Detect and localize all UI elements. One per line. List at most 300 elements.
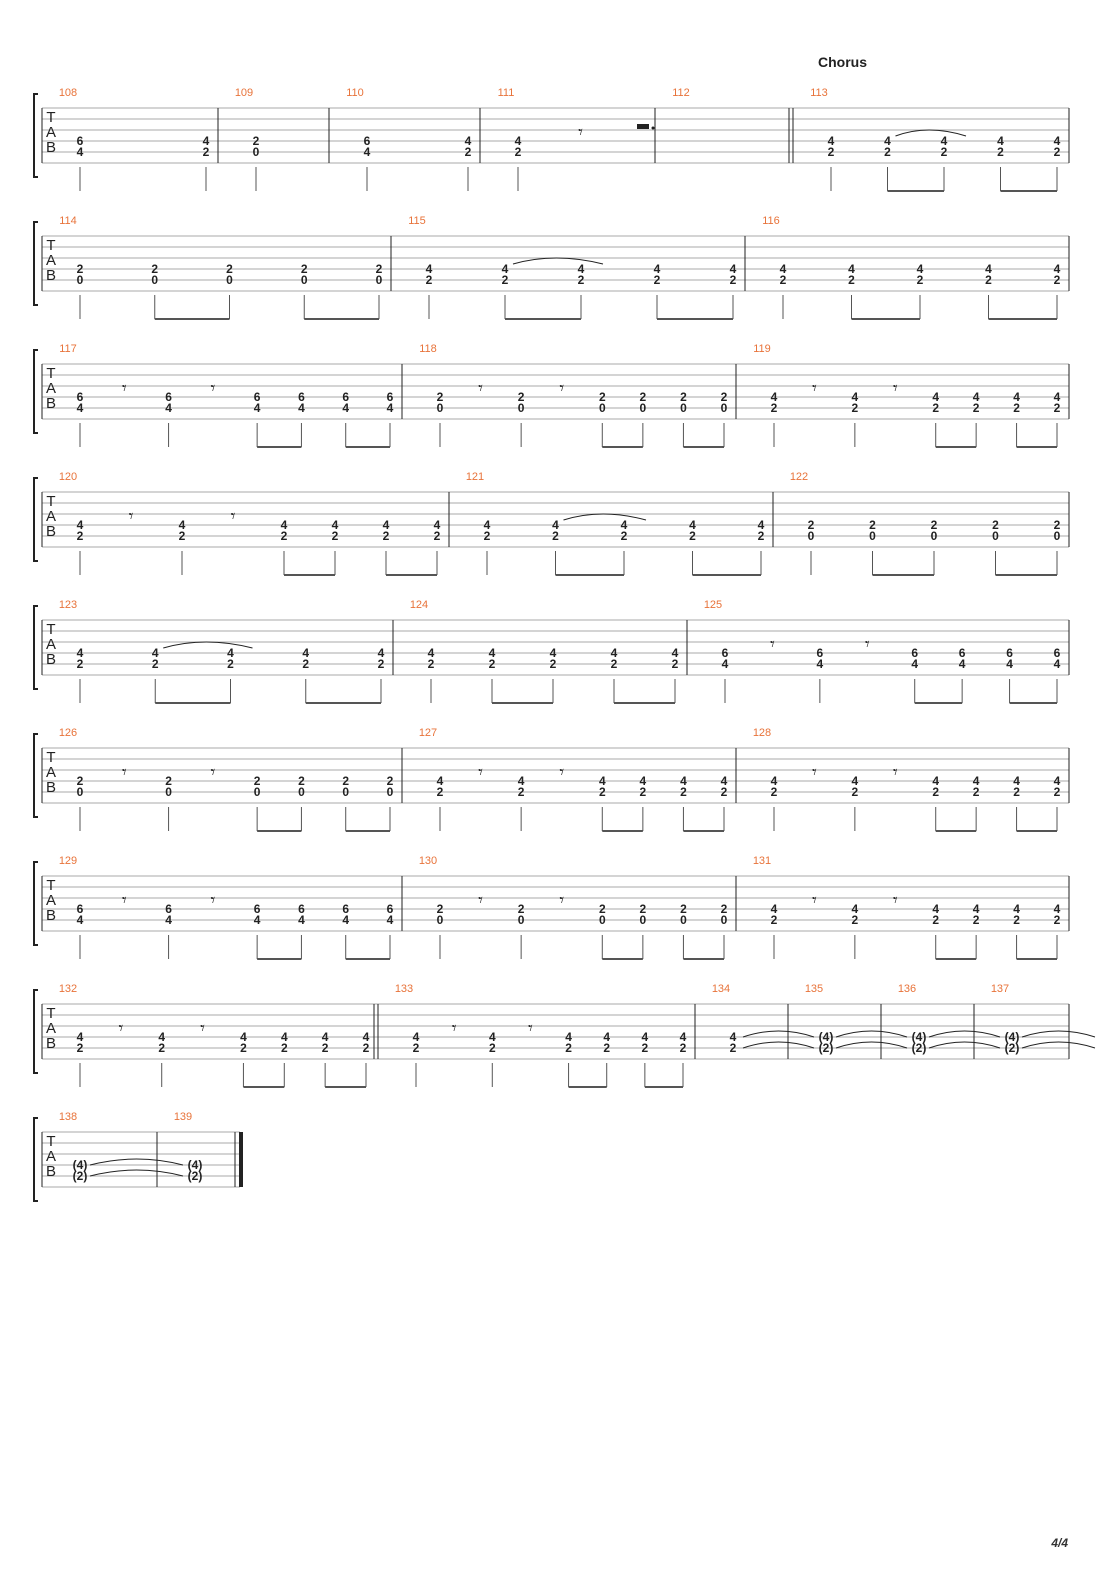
fret-number: 2 — [680, 390, 687, 404]
fret-number: 4 — [298, 913, 305, 927]
fret-number: 2 — [501, 273, 509, 287]
fret-number: 4 — [577, 262, 585, 276]
measure-122 — [790, 471, 1069, 575]
fret-number: 2 — [639, 785, 647, 799]
fret-number: 2 — [464, 145, 472, 159]
fret-number: 2 — [598, 390, 606, 404]
fret-number: 2 — [1053, 785, 1061, 799]
fret-number: 4 — [363, 145, 371, 159]
fret-number: 2 — [720, 902, 728, 916]
measure-number: 114 — [59, 215, 77, 227]
fret-number: 2 — [382, 529, 390, 543]
system-bracket — [34, 350, 38, 433]
fret-number: 2 — [972, 785, 980, 799]
fret-number: 2 — [992, 518, 999, 532]
measure-109 — [235, 87, 329, 191]
fret-number: 2 — [488, 1041, 496, 1055]
fret-number: 4 — [386, 913, 394, 927]
fret-number: 2 — [178, 529, 186, 543]
fret-number: 2 — [76, 657, 84, 671]
eighth-rest: 𝄾 — [121, 762, 127, 782]
staff-system — [34, 727, 1069, 831]
fret-number: 4 — [653, 262, 661, 276]
fret-number: 4 — [610, 646, 618, 660]
fret-number: 2 — [779, 273, 787, 287]
staff-system — [34, 343, 1069, 447]
tab-clef-t: T — [46, 237, 56, 254]
fret-number: 2 — [298, 774, 305, 788]
fret-number: 2 — [565, 1041, 572, 1055]
fret-number: (2) — [187, 1169, 203, 1183]
tie — [896, 130, 967, 136]
fret-number: 0 — [720, 401, 728, 415]
measure-number: 139 — [173, 1111, 193, 1123]
fret-number: 4 — [770, 390, 778, 404]
fret-number: 4 — [827, 134, 835, 148]
fret-number: 0 — [992, 529, 999, 543]
measure-133 — [374, 983, 695, 1087]
measure-132 — [59, 983, 378, 1087]
fret-number: 6 — [165, 902, 172, 916]
tab-clef-b: B — [45, 139, 57, 156]
fret-number: 2 — [253, 774, 261, 788]
measure-number: 126 — [58, 727, 78, 739]
fret-number: 2 — [770, 401, 778, 415]
tab-clef-b: B — [45, 907, 57, 924]
fret-number: 2 — [1013, 401, 1020, 415]
fret-number: 4 — [1013, 390, 1020, 404]
fret-number: 0 — [342, 785, 350, 799]
tab-clef-t: T — [46, 621, 56, 638]
fret-number: 4 — [1013, 902, 1020, 916]
fret-number: 2 — [412, 1041, 420, 1055]
fret-number: 2 — [972, 913, 980, 927]
fret-number: (4) — [1004, 1030, 1020, 1044]
tab-clef-b: B — [45, 779, 57, 796]
eighth-rest: 𝄾 — [528, 1018, 533, 1038]
fret-number: 4 — [671, 646, 679, 660]
fret-number: 4 — [851, 390, 859, 404]
fret-number: 4 — [552, 518, 559, 532]
measure-111 — [498, 87, 655, 191]
fret-number: 0 — [436, 401, 444, 415]
fret-number: 2 — [1013, 913, 1020, 927]
tie — [743, 1031, 814, 1037]
fret-number: 0 — [720, 913, 728, 927]
tab-clef-a: A — [45, 764, 57, 781]
fret-number: 0 — [165, 785, 172, 799]
fret-number: 2 — [76, 262, 84, 276]
fret-number: 2 — [932, 401, 940, 415]
tab-clef-t: T — [46, 877, 56, 894]
fret-number: 2 — [577, 273, 585, 287]
fret-number: 2 — [851, 785, 859, 799]
fret-number: 2 — [436, 390, 444, 404]
fret-number: 2 — [603, 1041, 611, 1055]
measure-number: 119 — [753, 343, 771, 355]
fret-number: 0 — [226, 273, 233, 287]
half-rest — [637, 124, 649, 129]
fret-number: 2 — [321, 1041, 329, 1055]
fret-number: 4 — [972, 390, 980, 404]
fret-number: (2) — [1004, 1041, 1020, 1055]
fret-number: 4 — [932, 390, 940, 404]
fret-number: 2 — [1013, 785, 1020, 799]
measure-129 — [59, 855, 402, 959]
fret-number: 0 — [680, 401, 687, 415]
measure-number: 117 — [59, 343, 77, 355]
fret-number: 4 — [1053, 774, 1061, 788]
fret-number: 2 — [932, 913, 940, 927]
fret-number: 6 — [342, 902, 350, 916]
fret-number: 0 — [386, 785, 394, 799]
fret-number: 4 — [1013, 774, 1020, 788]
fret-number: (2) — [911, 1041, 927, 1055]
fret-number: 4 — [331, 518, 339, 532]
measure-118 — [419, 343, 736, 447]
fret-number: 4 — [851, 774, 859, 788]
fret-number: 0 — [151, 273, 159, 287]
fret-number: 4 — [302, 646, 310, 660]
eighth-rest: 𝄾 — [230, 506, 236, 526]
fret-number: 4 — [729, 1030, 737, 1044]
measure-number: 124 — [409, 599, 429, 611]
eighth-rest: 𝄾 — [892, 890, 898, 910]
fret-number: 2 — [362, 1041, 370, 1055]
fret-number: 4 — [483, 518, 491, 532]
fret-number: 4 — [911, 657, 919, 671]
fret-number: 2 — [280, 1041, 288, 1055]
eighth-rest: 𝄾 — [892, 378, 898, 398]
fret-number: 4 — [76, 913, 84, 927]
tab-clef-b: B — [45, 395, 57, 412]
measure-108 — [59, 87, 218, 191]
fret-number: 4 — [1053, 262, 1061, 276]
fret-number: 4 — [76, 145, 84, 159]
fret-number: 2 — [680, 902, 687, 916]
tab-clef-a: A — [45, 1148, 57, 1165]
fret-number: 4 — [514, 134, 522, 148]
fret-number: 2 — [76, 529, 84, 543]
measure-113 — [789, 87, 1069, 191]
fret-number: 4 — [1053, 134, 1061, 148]
measure-131 — [753, 855, 1069, 959]
fret-number: (2) — [818, 1041, 834, 1055]
fret-number: 4 — [280, 518, 288, 532]
fret-number: 4 — [165, 913, 172, 927]
fret-number: 4 — [342, 401, 350, 415]
measure-number: 127 — [418, 727, 438, 739]
fret-number: 2 — [427, 657, 435, 671]
tab-clef-a: A — [45, 636, 57, 653]
fret-number: 2 — [620, 529, 628, 543]
fret-number: 2 — [851, 913, 859, 927]
fret-number: 4 — [178, 518, 186, 532]
fret-number: 4 — [280, 1030, 288, 1044]
eighth-rest: 𝄾 — [812, 890, 817, 910]
eighth-rest: 𝄾 — [578, 122, 583, 142]
fret-number: 6 — [342, 390, 350, 404]
fret-number: 2 — [729, 1041, 737, 1055]
fret-number: 4 — [848, 262, 855, 276]
measure-number: 134 — [711, 983, 731, 995]
measure-number: 131 — [752, 855, 772, 867]
fret-number: 4 — [76, 518, 84, 532]
fret-number: 4 — [770, 774, 778, 788]
fret-number: 2 — [972, 401, 980, 415]
fret-number: 4 — [680, 774, 687, 788]
eighth-rest: 𝄾 — [770, 634, 775, 654]
fret-number: 4 — [603, 1030, 611, 1044]
fret-number: 2 — [227, 657, 234, 671]
fret-number: 4 — [76, 1030, 84, 1044]
fret-number: 0 — [375, 273, 383, 287]
measure-number: 130 — [418, 855, 438, 867]
fret-number: 2 — [377, 657, 385, 671]
eighth-rest: 𝄾 — [559, 890, 565, 910]
fret-number: (4) — [911, 1030, 927, 1044]
fret-number: 2 — [610, 657, 618, 671]
fret-number: 2 — [869, 518, 876, 532]
fret-number: 6 — [165, 390, 172, 404]
fret-number: 6 — [76, 134, 84, 148]
fret-number: 0 — [639, 401, 647, 415]
staff-system — [34, 983, 1095, 1087]
tie — [1022, 1031, 1095, 1037]
fret-number: 2 — [940, 145, 948, 159]
fret-number: 4 — [851, 902, 859, 916]
measure-number: 132 — [58, 983, 78, 995]
fret-number: 4 — [549, 646, 557, 660]
system-bracket — [34, 1118, 38, 1201]
staff-system — [34, 1111, 243, 1201]
fret-number: 4 — [436, 774, 444, 788]
fret-number: 2 — [598, 902, 606, 916]
fret-number: 2 — [770, 913, 778, 927]
tie — [743, 1042, 814, 1048]
fret-number: 2 — [680, 785, 687, 799]
fret-number: 0 — [930, 529, 938, 543]
fret-number: 2 — [425, 273, 433, 287]
eighth-rest: 𝄾 — [892, 762, 898, 782]
fret-number: (4) — [72, 1158, 88, 1172]
eighth-rest: 𝄾 — [478, 378, 483, 398]
eighth-rest: 𝄾 — [478, 762, 483, 782]
tie — [929, 1031, 1000, 1037]
fret-number: 2 — [653, 273, 661, 287]
eighth-rest: 𝄾 — [812, 762, 817, 782]
fret-number: 4 — [425, 262, 433, 276]
fret-number: (2) — [72, 1169, 88, 1183]
measure-117 — [59, 343, 402, 447]
fret-number: 2 — [720, 390, 728, 404]
eighth-rest: 𝄾 — [210, 378, 216, 398]
measure-number: 137 — [990, 983, 1010, 995]
fret-number: 2 — [848, 273, 855, 287]
staff-system — [34, 471, 1069, 575]
fret-number: 0 — [252, 145, 260, 159]
measure-number: 123 — [58, 599, 78, 611]
fret-number: 2 — [1053, 273, 1061, 287]
fret-number: 4 — [517, 774, 525, 788]
fret-number: 4 — [501, 262, 509, 276]
fret-number: 2 — [331, 529, 339, 543]
fret-number: 2 — [997, 145, 1004, 159]
measure-number: 111 — [497, 87, 515, 99]
fret-number: 4 — [377, 646, 385, 660]
fret-number: 4 — [158, 1030, 166, 1044]
fret-number: 2 — [689, 529, 696, 543]
staff-system — [34, 855, 1069, 959]
fret-number: 0 — [298, 785, 305, 799]
measure-number: 120 — [58, 471, 78, 483]
fret-number: 2 — [770, 785, 778, 799]
fret-number: 4 — [386, 401, 394, 415]
tie — [836, 1042, 907, 1048]
fret-number: 4 — [720, 774, 728, 788]
fret-number: 6 — [1053, 646, 1061, 660]
fret-number: 4 — [1006, 657, 1013, 671]
tie — [513, 258, 603, 264]
fret-number: 2 — [1053, 401, 1061, 415]
fret-number: 0 — [1053, 529, 1061, 543]
eighth-rest: 𝄾 — [200, 1018, 205, 1038]
fret-number: 2 — [76, 774, 84, 788]
eighth-rest: 𝄾 — [210, 762, 216, 782]
measure-128 — [753, 727, 1069, 831]
fret-number: 4 — [202, 134, 210, 148]
fret-number: 0 — [76, 273, 84, 287]
tab-clef-t: T — [46, 109, 56, 126]
fret-number: 2 — [226, 262, 233, 276]
fret-number: 4 — [382, 518, 390, 532]
fret-number: 4 — [76, 401, 84, 415]
fret-number: 0 — [76, 785, 84, 799]
fret-number: 6 — [298, 902, 305, 916]
system-bracket — [34, 734, 38, 817]
fret-number: 2 — [436, 785, 444, 799]
tie — [1022, 1042, 1095, 1048]
eighth-rest: 𝄾 — [118, 1018, 124, 1038]
fret-number: 4 — [932, 902, 940, 916]
fret-number: 2 — [1053, 913, 1061, 927]
fret-number: 2 — [514, 145, 522, 159]
measure-127 — [419, 727, 736, 831]
fret-number: 4 — [679, 1030, 687, 1044]
fret-number: 2 — [386, 774, 394, 788]
fret-number: 4 — [151, 646, 159, 660]
fret-number: 4 — [884, 134, 891, 148]
fret-number: 6 — [816, 646, 824, 660]
fret-number: 2 — [884, 145, 891, 159]
fret-number: 2 — [671, 657, 679, 671]
fret-number: 6 — [386, 902, 394, 916]
dot — [652, 127, 655, 130]
measure-number: 135 — [804, 983, 824, 995]
fret-number: 4 — [565, 1030, 572, 1044]
fret-number: 2 — [436, 902, 444, 916]
fret-number: 0 — [639, 913, 647, 927]
section-title: Chorus — [818, 54, 867, 70]
fret-number: 4 — [488, 1030, 496, 1044]
fret-number: 2 — [151, 262, 159, 276]
fret-number: 6 — [911, 646, 919, 660]
fret-number: 2 — [342, 774, 350, 788]
measure-number: 115 — [408, 215, 426, 227]
fret-number: 4 — [240, 1030, 247, 1044]
tab-clef-b: B — [45, 267, 57, 284]
fret-number: 4 — [757, 518, 765, 532]
eighth-rest: 𝄾 — [128, 506, 134, 526]
fret-number: 4 — [1053, 390, 1061, 404]
staff-system — [34, 599, 1069, 703]
system-bracket — [34, 222, 38, 305]
fret-number: 4 — [488, 646, 496, 660]
fret-number: 4 — [464, 134, 472, 148]
fret-number: 0 — [436, 913, 444, 927]
fret-number: 2 — [827, 145, 835, 159]
fret-number: 4 — [165, 401, 172, 415]
fret-number: 4 — [362, 1030, 370, 1044]
fret-number: 2 — [433, 529, 441, 543]
fret-number: 6 — [253, 902, 261, 916]
fret-number: 2 — [807, 518, 815, 532]
tab-clef-t: T — [46, 749, 56, 766]
fret-number: 2 — [729, 273, 737, 287]
measure-120 — [59, 471, 449, 575]
fret-number: (4) — [818, 1030, 834, 1044]
fret-number: 6 — [958, 646, 966, 660]
fret-number: 2 — [300, 262, 308, 276]
measure-123 — [59, 599, 393, 703]
fret-number: 4 — [598, 774, 606, 788]
tie — [90, 1170, 183, 1176]
fret-number: 2 — [252, 134, 260, 148]
fret-number: 2 — [985, 273, 992, 287]
measure-number: 112 — [672, 87, 690, 99]
fret-number: 2 — [916, 273, 924, 287]
fret-number: 4 — [770, 902, 778, 916]
measure-number: 128 — [752, 727, 772, 739]
measure-number: 133 — [394, 983, 414, 995]
measure-number: 136 — [897, 983, 917, 995]
eighth-rest: 𝄾 — [210, 890, 216, 910]
tab-clef-t: T — [46, 1133, 56, 1150]
fret-number: 2 — [517, 785, 525, 799]
measure-116 — [762, 215, 1069, 319]
tie — [929, 1042, 1000, 1048]
fret-number: 6 — [253, 390, 261, 404]
fret-number: 4 — [76, 646, 84, 660]
measure-number: 118 — [419, 343, 437, 355]
tie — [836, 1031, 907, 1037]
fret-number: 0 — [300, 273, 308, 287]
fret-number: 4 — [1053, 902, 1061, 916]
fret-number: 2 — [552, 529, 559, 543]
measure-number: 109 — [234, 87, 254, 99]
fret-number: 2 — [240, 1041, 247, 1055]
fret-number: 0 — [807, 529, 815, 543]
measure-115 — [408, 215, 745, 319]
fret-number: 6 — [363, 134, 371, 148]
fret-number: 4 — [721, 657, 729, 671]
eighth-rest: 𝄾 — [121, 378, 127, 398]
fret-number: 2 — [517, 902, 525, 916]
tie — [90, 1159, 183, 1165]
fret-number: 2 — [679, 1041, 687, 1055]
fret-number: 2 — [375, 262, 383, 276]
eighth-rest: 𝄾 — [478, 890, 483, 910]
